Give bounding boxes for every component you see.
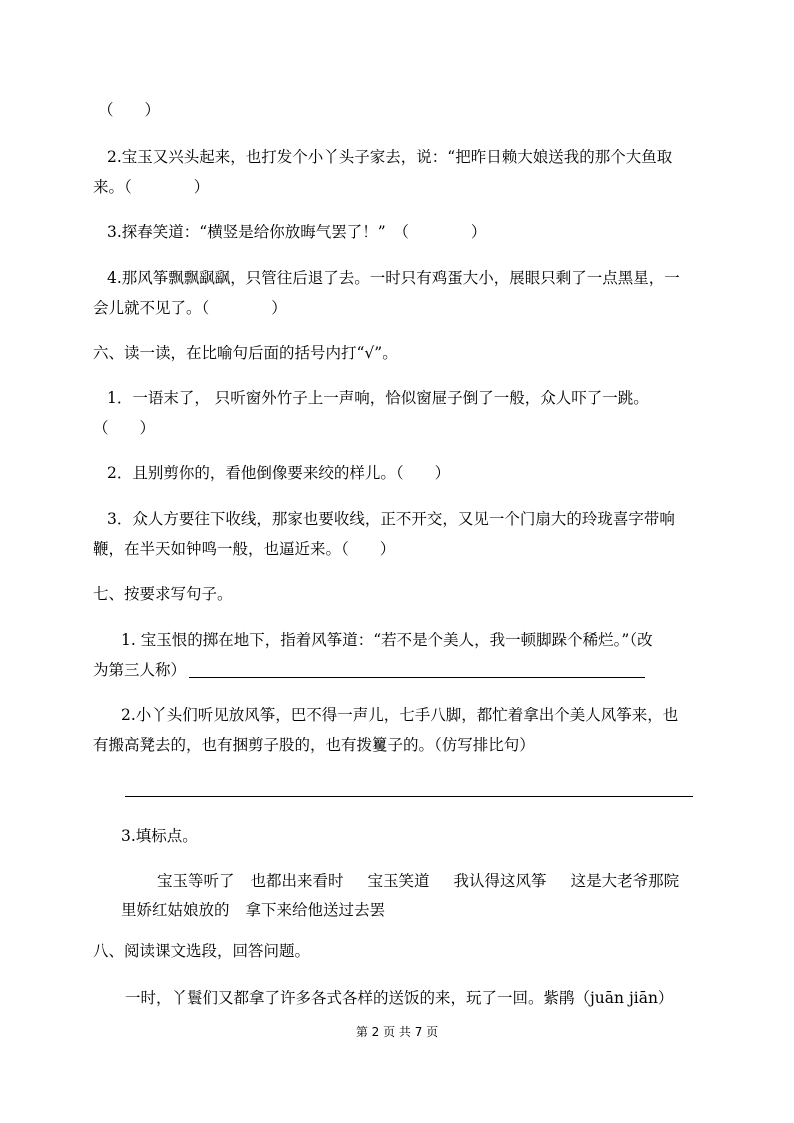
question-text: 来。（ ） bbox=[93, 178, 210, 196]
question-text: 4.那风筝飘飘飖飖，只管往后退了去。一时只有鸡蛋大小，展眼只剩了一点黑星，一 bbox=[107, 269, 680, 287]
question-text: 3．众人方要往下收线，那家也要收线，正不开交，又见一个门扇大的玲珑喜字带响 bbox=[107, 510, 675, 528]
question-text: 3.探春笑道：“横竖是给你放晦气罢了！” （ ） bbox=[107, 223, 487, 241]
question-text: 有搬高凳去的，也有捆剪子股的，也有拨籰子的。（仿写排比句） bbox=[93, 736, 535, 754]
answer-bracket: （ ） bbox=[93, 419, 156, 437]
question-text: 2．且别剪你的，看他倒像要来绞的样儿。（ ） bbox=[107, 464, 451, 482]
punctuation-passage bbox=[121, 900, 385, 920]
answer-bracket: （ ） bbox=[98, 101, 161, 119]
question-text: 3.填标点。 bbox=[121, 827, 198, 845]
question-text: 2.宝玉又兴头起来，也打发个小丫头子家去，说：“把昨日赖大娘送我的那个大鱼取 bbox=[107, 148, 673, 166]
passage-fragment: 拿下来给他送过去罢 bbox=[245, 901, 386, 919]
section-heading: 七、按要求写句子。 bbox=[93, 585, 233, 603]
passage-fragment: 也都出来看时 bbox=[250, 872, 344, 890]
passage-fragment: 我认得这风筝 bbox=[453, 872, 547, 890]
passage-fragment: 里娇红姑娘放的 bbox=[121, 901, 230, 919]
passage-fragment: 宝玉等听了 bbox=[157, 872, 235, 890]
punctuation-passage bbox=[157, 871, 679, 891]
question-text: 为第三人称） bbox=[93, 661, 187, 679]
question-text: 2.小丫头们听见放风筝，巴不得一声儿，七手八脚，都忙着拿出个美人风筝来，也 bbox=[121, 706, 679, 724]
answer-line[interactable] bbox=[125, 796, 693, 797]
question-text: 1. 宝玉恨的掷在地下，指着风筝道：“若不是个美人，我一顿脚跺个稀烂。”（改 bbox=[121, 631, 653, 649]
question-text: 鞭，在半天如钟鸣一般，也逼近来。（ ） bbox=[93, 540, 396, 558]
question-text: 1．一语末了， 只听窗外竹子上一声响，恰似窗屉子倒了一般，众人吓了一跳。 bbox=[107, 389, 649, 407]
passage-fragment: 这是大老爷那院 bbox=[570, 872, 680, 890]
passage-fragment: 宝玉笑道 bbox=[367, 872, 430, 890]
page-footer: 第 2 页 共 7 页 bbox=[355, 1025, 439, 1039]
section-heading: 八、阅读课文选段，回答问题。 bbox=[93, 942, 311, 960]
answer-line[interactable] bbox=[189, 677, 645, 678]
section-heading: 六、读一读，在比喻句后面的括号内打“√”。 bbox=[93, 344, 398, 362]
question-text: 会儿就不见了。（ ） bbox=[93, 299, 287, 317]
reading-passage: 一时，丫鬟们又都拿了许多各式各样的送饭的来，玩了一回。紫鹃（juān jiān） bbox=[125, 989, 674, 1007]
